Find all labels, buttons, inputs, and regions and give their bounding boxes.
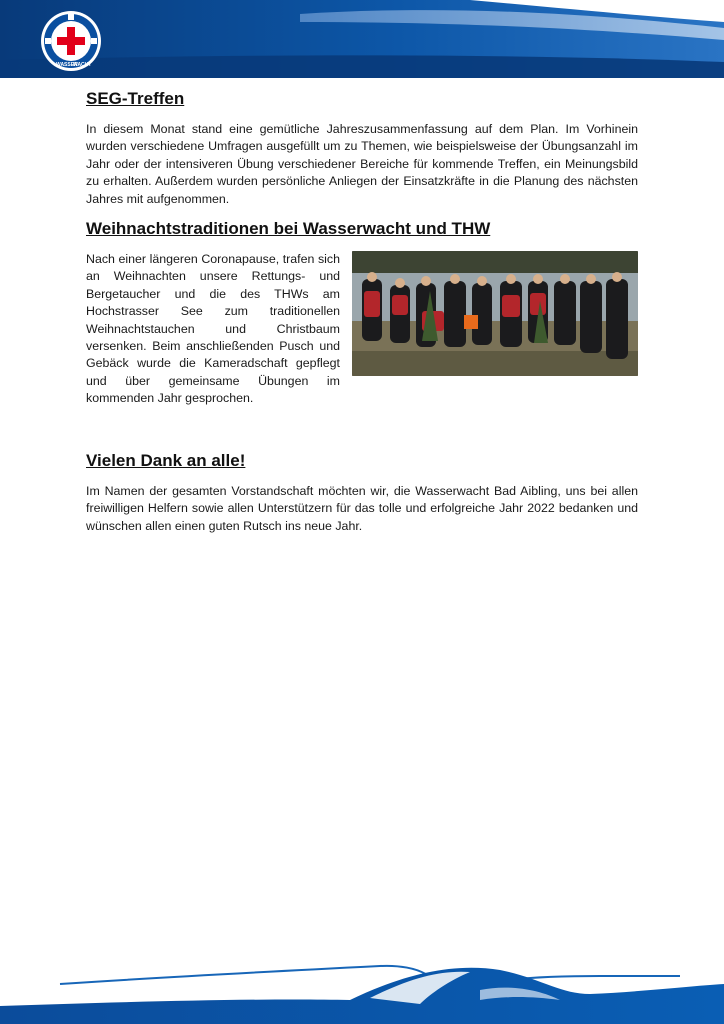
wasserwacht-logo [40, 10, 102, 72]
section-vielen-dank [86, 450, 638, 535]
footer-wave [0, 954, 724, 1024]
group-photo [352, 251, 638, 376]
page-content [86, 88, 638, 535]
svg-text:WASSER: WASSER [56, 62, 78, 68]
section-title: SEG-Treffen [86, 89, 185, 108]
section-body: In diesem Monat stand eine gemütliche Jahreszusammenfassung auf dem Plan. Im Vorhinein wurden verschiedene Umfragen ausgefüllt um zu Themen, wie beispielsweise der Übungsanzahl im Jahr oder der intensiveren Übung verschiedener Bereiche für kommende Treffen, ein Meinungsbild zu erhalten. Außerdem wurden persönliche Anliegen der Einsatzkräfte in die Planung des nächsten Jahres mit aufgenommen. [86, 122, 638, 206]
section-seg-treffen [86, 88, 638, 208]
section-body: Im Namen der gesamten Vorstandschaft möchten wir, die Wasserwacht Bad Aibling, uns bei allen freiwilligen Helfern sowie allen Unterstützern für das tolle und erfolgreiche Jahr 2022 bedanken und wünschen allen einen guten Rutsch ins neue Jahr. [86, 483, 638, 533]
svg-text:WACHT: WACHT [73, 62, 92, 68]
header-band [0, 0, 724, 78]
section-body: Nach einer längeren Coronapause, trafen sich an Weihnachten unsere Rettungs- und Bergetaucher und die des THWs am Hochstrasser See zum traditionellen Weihnachtstauchen und Christbaum versenken. Beim anschließenden Pusch und Gebäck wurde die Kameradschaft gepflegt und über gemeinsame Übungen im kommenden Jahr gesprochen. [86, 252, 340, 406]
section-title: Weihnachtstraditionen bei Wasserwacht und THW [86, 219, 491, 239]
section-title: Vielen Dank an alle! [86, 450, 246, 470]
section-weihnachtstraditionen [86, 218, 638, 408]
